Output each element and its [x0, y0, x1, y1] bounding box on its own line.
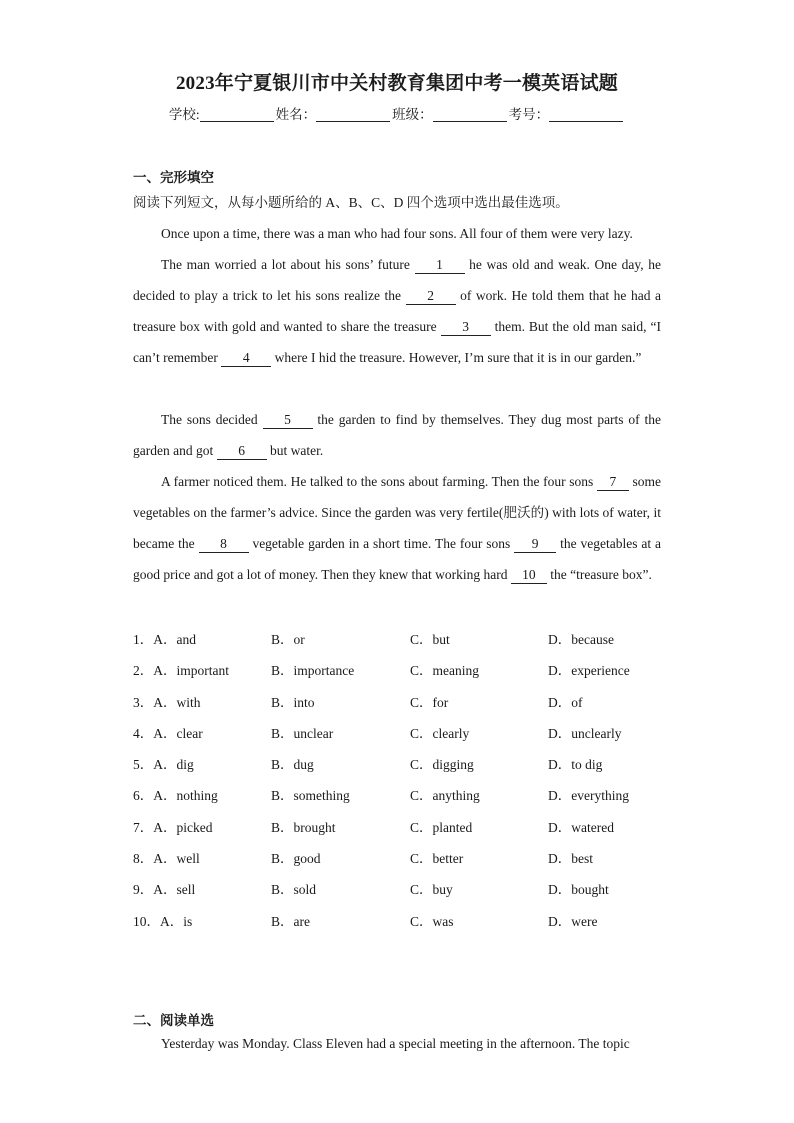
blank-2: 2	[406, 288, 456, 305]
class-blank[interactable]	[433, 107, 507, 122]
option-a[interactable]: 9．A．sell	[133, 882, 196, 898]
option-c[interactable]: C．was	[410, 913, 454, 929]
question-row	[133, 657, 693, 688]
section-heading-cloze: 一、完形填空	[133, 170, 214, 185]
option-a[interactable]: 1．A．and	[133, 632, 196, 647]
option-a[interactable]: 2．A．important	[133, 663, 229, 679]
option-d[interactable]: D．watered	[548, 819, 614, 835]
option-a[interactable]: 4．A．clear	[133, 725, 203, 741]
blank-8: 8	[199, 536, 249, 553]
question-row	[133, 626, 693, 657]
paragraph-text: the garden to find by themselves. They dug most parts of the garden and got	[133, 412, 661, 458]
question-row	[133, 876, 693, 907]
option-c[interactable]: C．buy	[410, 882, 453, 898]
question-row	[133, 782, 693, 813]
paragraph-text: The sons decided	[161, 412, 263, 427]
passage-paragraph-1	[133, 218, 661, 249]
question-row	[133, 908, 693, 939]
option-b[interactable]: B．into	[271, 694, 315, 710]
option-d[interactable]: D．best	[548, 851, 593, 867]
options-list	[133, 626, 693, 939]
blank-5: 5	[263, 412, 313, 429]
option-a[interactable]: 7．A．picked	[133, 819, 213, 835]
reading-paragraph-1	[133, 1028, 661, 1059]
paragraph-text: but water.	[266, 443, 324, 458]
option-b[interactable]: B．importance	[271, 663, 355, 679]
option-b[interactable]: B．are	[271, 913, 310, 929]
student-info-line	[0, 103, 794, 123]
name-label: 姓名：	[275, 107, 317, 122]
option-c[interactable]: C．better	[410, 851, 464, 867]
option-a[interactable]: 5．A．dig	[133, 757, 194, 773]
question-row	[133, 689, 693, 720]
exam-number-label: 考号：	[508, 107, 550, 122]
blank-4: 4	[221, 350, 271, 367]
passage-paragraph-2	[133, 249, 661, 373]
option-c[interactable]: C．meaning	[410, 663, 479, 679]
page-title: 2023年宁夏银川市中关村教育集团中考一模英语试题	[175, 73, 618, 94]
exam-number-blank[interactable]	[549, 107, 623, 122]
option-d[interactable]: D．because	[548, 632, 614, 647]
option-d[interactable]: D．experience	[548, 663, 630, 679]
passage-paragraph-3	[133, 404, 661, 466]
paragraph-text: Once upon a time, there was a man who had four sons. All four of them were very lazy.	[161, 226, 633, 241]
option-b[interactable]: B．unclear	[271, 725, 334, 741]
option-c[interactable]: C．clearly	[410, 725, 470, 741]
blank-9: 9	[514, 536, 556, 553]
paragraph-text: vegetable garden in a short time. The four sons	[248, 536, 515, 551]
option-a[interactable]: 3．A．with	[133, 694, 201, 710]
question-row	[133, 751, 693, 782]
paragraph-text: he was old and weak. One day, he decided to play a trick to let his sons realize the	[133, 257, 661, 303]
school-label: 学校:	[168, 107, 200, 122]
option-a[interactable]: 6．A．nothing	[133, 788, 218, 804]
option-b[interactable]: B．dug	[271, 757, 314, 773]
option-b[interactable]: B．or	[271, 632, 305, 647]
paragraph-text: the vegetables at a good price and got a lot of money. Then they knew that working hard	[133, 536, 662, 582]
section-heading-reading: 二、阅读单选	[133, 1013, 214, 1028]
paragraph-text: Yesterday was Monday. Class Eleven had a special meeting in the afternoon. The topic	[161, 1036, 630, 1051]
option-c[interactable]: C．for	[410, 694, 449, 710]
option-c[interactable]: C．planted	[410, 819, 473, 835]
name-blank[interactable]	[316, 107, 390, 122]
class-label: 班级：	[392, 107, 433, 122]
question-row	[133, 814, 693, 845]
option-a[interactable]: 8．A．well	[133, 851, 200, 867]
blank-7: 7	[597, 474, 629, 491]
paragraph-text: them. But the old man said, “I can’t remember	[133, 319, 661, 365]
option-b[interactable]: B．sold	[271, 882, 317, 898]
option-d[interactable]: D．bought	[548, 882, 609, 898]
option-d[interactable]: D．to dig	[548, 757, 603, 773]
paragraph-text: of work. He told them that he had a treasure box with gold and wanted to share the treasure	[133, 288, 661, 334]
blank-1: 1	[415, 257, 465, 274]
school-blank[interactable]	[200, 107, 274, 122]
option-d[interactable]: D．of	[548, 694, 583, 710]
option-d[interactable]: D．unclearly	[548, 725, 622, 741]
question-row	[133, 720, 693, 751]
paragraph-text: The man worried a lot about his sons’ future	[161, 257, 415, 272]
question-row	[133, 845, 693, 876]
blank-10: 10	[511, 567, 547, 584]
option-b[interactable]: B．something	[271, 788, 350, 804]
paragraph-text: where I hid the treasure. However, I’m sure that it is in our garden.”	[271, 350, 642, 365]
paragraph-text: the “treasure box”.	[546, 567, 652, 582]
option-c[interactable]: C．anything	[410, 788, 480, 804]
passage-paragraph-4	[133, 466, 661, 590]
option-d[interactable]: D．everything	[548, 788, 629, 804]
blank-6: 6	[217, 443, 267, 460]
option-b[interactable]: B．good	[271, 851, 321, 867]
option-c[interactable]: C．digging	[410, 757, 474, 773]
option-a[interactable]: 10．A．is	[133, 913, 193, 929]
option-b[interactable]: B．brought	[271, 819, 336, 835]
paragraph-text: A farmer noticed them. He talked to the sons about farming. Then the four sons	[161, 474, 597, 489]
option-c[interactable]: C．but	[410, 632, 450, 647]
paragraph-text: some vegetables on the farmer’s advice. Since the garden was very fertile(肥沃的) with lots of water, it became the	[133, 474, 661, 551]
option-d[interactable]: D．were	[548, 913, 598, 929]
section-instruction: 阅读下列短文，从每小题所给的 A、B、C、D 四个选项中选出最佳选项。	[133, 195, 569, 210]
blank-3: 3	[441, 319, 491, 336]
